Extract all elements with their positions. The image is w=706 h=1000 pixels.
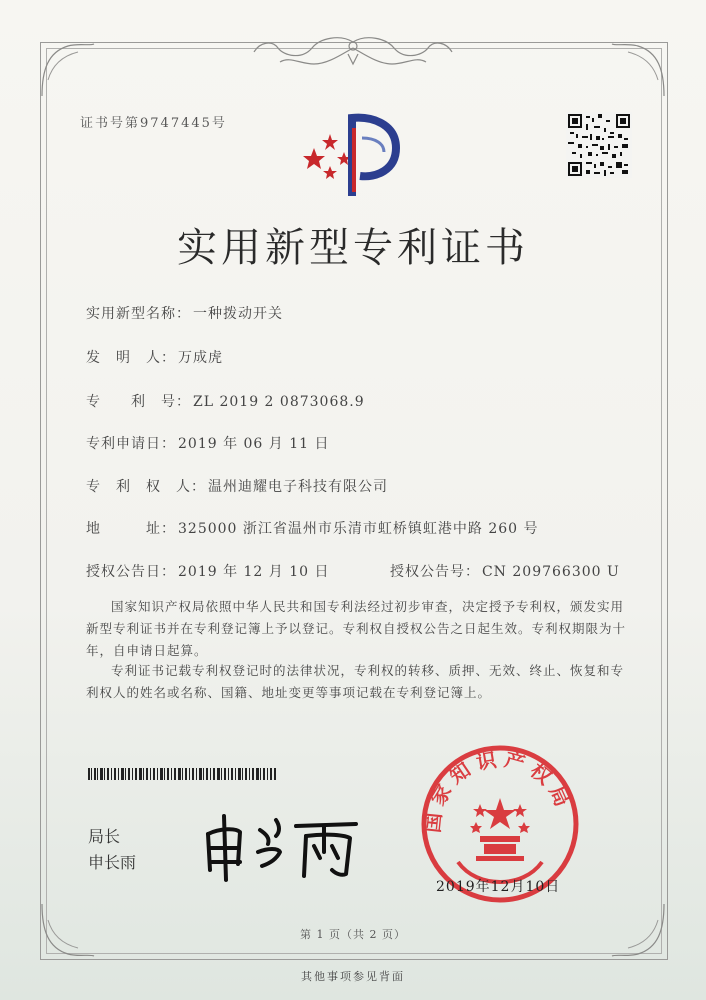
field-label: 发 明 人： — [86, 350, 176, 366]
field-label: 专 利 权 人： — [86, 479, 206, 495]
signatory-role: 局长 — [88, 827, 121, 846]
field-value: 325000 浙江省温州市乐清市虹桥镇虹港中路 260 号 — [178, 521, 539, 537]
field-utility-model-name — [86, 303, 283, 323]
field-patentee — [86, 476, 388, 496]
legal-paragraph-2: 专利证书记载专利权登记时的法律状况，专利权的转移、质押、无效、终止、恢复和专利权人的姓名或名称、国籍、地址变更等事项记载在专利登记簿上。 — [86, 663, 625, 700]
corner-ornament-top-left — [38, 40, 98, 100]
field-label: 实用新型名称： — [86, 306, 191, 322]
field-value: 一种拨动开关 — [193, 306, 283, 322]
field-value: 温州迪耀电子科技有限公司 — [208, 479, 388, 495]
certificate-number-value: 9747445 — [140, 116, 212, 131]
barcode-icon — [88, 768, 276, 780]
signatory-name: 申长雨 — [88, 853, 137, 872]
grant-date-label: 授权公告日： — [86, 564, 176, 580]
certificate-number — [80, 112, 227, 131]
corner-ornament-top-right — [608, 40, 668, 100]
field-label: 专 利 号： — [86, 394, 191, 410]
legal-paragraph-1: 国家知识产权局依照中华人民共和国专利法经过初步审查，决定授予专利权，颁发实用新型专利证书并在专利登记簿上予以登记。专利权自授权公告之日起生效。专利权期限为十年，自申请日起算。 — [86, 599, 627, 658]
page-number: 第 1 页（共 2 页） — [300, 928, 406, 941]
certificate-number-suffix: 号 — [211, 116, 227, 131]
qr-code-icon — [566, 112, 632, 178]
field-application-date — [86, 433, 330, 453]
field-value: 万成虎 — [178, 350, 223, 366]
handwritten-signature — [196, 812, 366, 882]
field-value: 2019 年 06 月 11 日 — [178, 436, 330, 452]
seal-date: 2019年12月10日 — [436, 879, 561, 895]
certificate-title: 实用新型专利证书 — [177, 225, 529, 271]
top-ornament — [250, 34, 456, 78]
field-patent-number — [86, 391, 365, 411]
certificate-number-label: 证书号第 — [80, 116, 141, 131]
grant-date-value: 2019 年 12 月 10 日 — [178, 564, 330, 580]
back-note: 其他事项参见背面 — [301, 970, 405, 983]
grant-number-label: 授权公告号： — [389, 564, 480, 580]
seal-text: 国家知识产权局 — [420, 746, 578, 834]
field-value: ZL 2019 2 0873068.9 — [193, 394, 365, 410]
field-label: 专利申请日： — [86, 436, 176, 452]
field-label: 地 址： — [86, 521, 176, 537]
cnipa-emblem-icon — [292, 108, 412, 198]
field-grant-announcement — [86, 561, 620, 581]
field-inventor — [86, 347, 223, 367]
grant-number-value: CN 209766300 U — [481, 564, 620, 580]
field-address — [86, 518, 539, 538]
